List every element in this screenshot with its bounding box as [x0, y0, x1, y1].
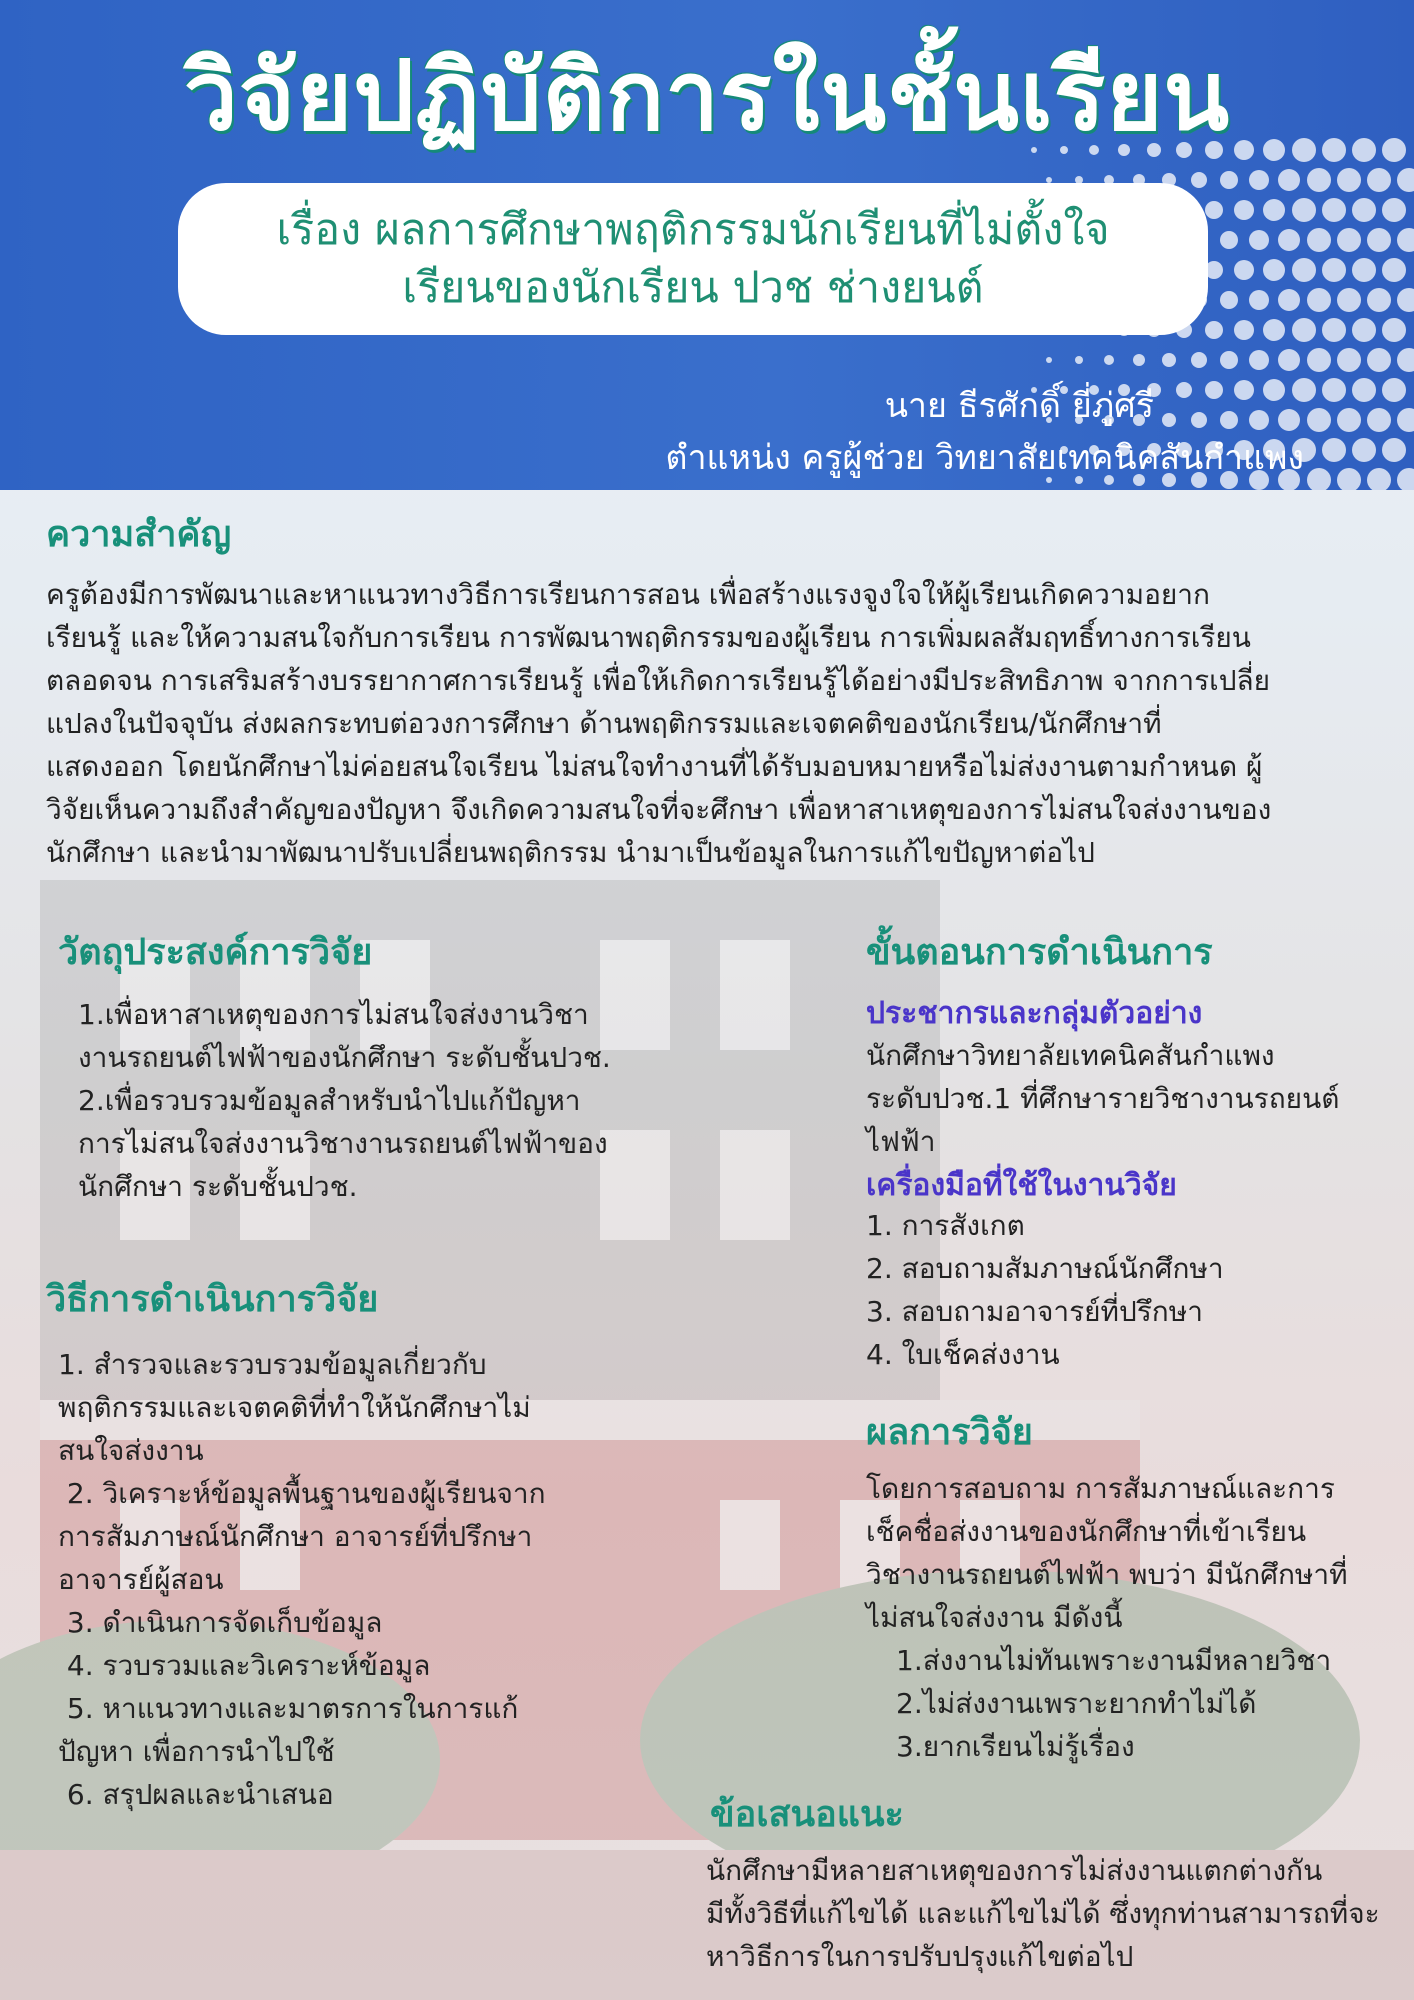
author-name: นาย ธีรศักดิ์ ยี่ภู่ศรี	[884, 386, 1154, 426]
topic-line-2: เรียนของนักเรียน ปวช ช่างยนต์	[402, 263, 984, 313]
method-line: 6. สรุปผลและนำเสนอ	[58, 1778, 334, 1811]
result-item: 1.ส่งงานไม่ทันเพราะงานมีหลายวิชา	[896, 1644, 1332, 1677]
method-line: การสัมภาษณ์นักศึกษา อาจารย์ที่ปรึกษา	[58, 1520, 533, 1553]
result-item: 2.ไม่ส่งงานเพราะยากทำไม่ได้	[896, 1687, 1257, 1720]
results-line: วิชางานรถยนต์ไฟฟ้า พบว่า มีนักศึกษาที่	[866, 1558, 1348, 1591]
results-line: ไม่สนใจส่งงาน มีดังนี้	[866, 1601, 1123, 1634]
results-items	[896, 1639, 1396, 1768]
method-line: สนใจส่งงาน	[58, 1434, 204, 1467]
objectives-list	[78, 993, 678, 1208]
method-line: 4. รวบรวมและวิเคราะห์ข้อมูล	[58, 1649, 431, 1682]
result-item: 3.ยากเรียนไม่รู้เรื่อง	[896, 1730, 1135, 1763]
objectives-heading: วัตถุประสงค์การวิจัย	[58, 932, 373, 973]
method-line: 1. สำรวจและรวบรวมข้อมูลเกี่ยวกับ	[58, 1348, 487, 1381]
suggestion-line: มีทั้งวิธีที่แก้ไขได้ และแก้ไขไม่ได้ ซึ่งทุกท่านสามารถที่จะ	[706, 1897, 1380, 1930]
results-line: โดยการสอบถาม การสัมภาษณ์และการ	[866, 1472, 1335, 1505]
importance-line: ครูต้องมีการพัฒนาและหาแนวทางวิธีการเรียนการสอน เพื่อสร้างแรงจูงใจให้ผู้เรียนเกิดความอยาก	[46, 578, 1210, 611]
suggestions-heading: ข้อเสนอแนะ	[710, 1794, 904, 1835]
method-line: 2. วิเคราะห์ข้อมูลพื้นฐานของผู้เรียนจาก	[58, 1477, 546, 1510]
population-line: นักศึกษาวิทยาลัยเทคนิคสันกำแพง	[866, 1039, 1275, 1072]
importance-line: แสดงออก โดยนักศึกษาไม่ค่อยสนใจเรียน ไม่สนใจทำงานที่ได้รับมอบหมายหรือไม่ส่งงานตามกำหนด ผู้	[46, 750, 1263, 783]
methods-heading: วิธีการดำเนินการวิจัย	[46, 1279, 379, 1320]
results-line: เช็คชื่อส่งงานของนักศึกษาที่เข้าเรียน	[866, 1515, 1307, 1548]
method-line: 5. หาแนวทางและมาตรการในการแก้	[58, 1692, 519, 1725]
importance-paragraph	[46, 573, 1396, 874]
tool-item: 3. สอบถามอาจารย์ที่ปรึกษา	[866, 1295, 1203, 1328]
tool-item: 4. ใบเช็คส่งงาน	[866, 1338, 1060, 1371]
suggestion-line: นักศึกษามีหลายสาเหตุของการไม่ส่งงานแตกต่างกัน	[706, 1854, 1323, 1887]
suggestions-text	[706, 1849, 1406, 1978]
topic-line-1: เรื่อง ผลการศึกษาพฤติกรรมนักเรียนที่ไม่ตั้งใจ	[276, 205, 1110, 255]
tool-item: 2. สอบถามสัมภาษณ์นักศึกษา	[866, 1252, 1224, 1285]
objective-line: งานรถยนต์ไฟฟ้าของนักศึกษา ระดับชั้นปวช.	[78, 1041, 611, 1074]
importance-line: วิจัยเห็นความถึงสำคัญของปัญหา จึงเกิดความสนใจที่จะศึกษา เพื่อหาสาเหตุของการไม่สนใจส่งงานของ	[46, 793, 1272, 826]
method-line: ปัญหา เพื่อการนำไปใช้	[58, 1735, 335, 1768]
objective-line: 2.เพื่อรวบรวมข้อมูลสำหรับนำไปแก้ปัญหา	[78, 1084, 581, 1117]
topic-box	[178, 183, 1208, 335]
objective-line: การไม่สนใจส่งงานวิชางานรถยนต์ไฟฟ้าของ	[78, 1127, 608, 1160]
procedure-heading: ขั้นตอนการดำเนินการ	[866, 932, 1213, 973]
importance-line: เรียนรู้ และให้ความสนใจกับการเรียน การพัฒนาพฤติกรรมของผู้เรียน การเพิ่มผลสัมฤทธิ์ทางการเรียน	[46, 621, 1251, 654]
author-position: ตำแหน่ง ครูผู้ช่วย วิทยาลัยเทคนิคสันกำแพง	[665, 438, 1304, 478]
importance-line: ตลอดจน การเสริมสร้างบรรยากาศการเรียนรู้ เพื่อให้เกิดการเรียนรู้ได้อย่างมีประสิทธิภาพ จากการเปลี่ย	[46, 664, 1271, 697]
header-banner	[0, 0, 1414, 490]
population-text	[866, 1034, 1406, 1163]
methods-list	[58, 1343, 658, 1816]
importance-line: แปลงในปัจจุบัน ส่งผลกระทบต่อวงการศึกษา ด้านพฤติกรรมและเจตคติของนักเรียน/นักศึกษาที่	[46, 707, 1162, 740]
population-line: ระดับปวช.1 ที่ศึกษารายวิชางานรถยนต์	[866, 1082, 1340, 1115]
tools-heading: เครื่องมือที่ใช้ในงานวิจัย	[866, 1168, 1177, 1203]
population-heading: ประชากรและกลุ่มตัวอย่าง	[866, 996, 1203, 1031]
importance-heading: ความสำคัญ	[46, 514, 232, 555]
method-line: 3. ดำเนินการจัดเก็บข้อมูล	[58, 1606, 383, 1639]
tools-list	[866, 1204, 1406, 1376]
method-line: พฤติกรรมและเจตคติที่ทำให้นักศึกษาไม่	[58, 1391, 531, 1424]
author-block	[665, 380, 1304, 484]
poster-title: วิจัยปฏิบัติการในชั้นเรียน	[183, 40, 1231, 152]
results-heading: ผลการวิจัย	[866, 1412, 1033, 1453]
objective-line: 1.เพื่อหาสาเหตุของการไม่สนใจส่งงานวิชา	[78, 998, 589, 1031]
results-text	[866, 1467, 1406, 1639]
suggestion-line: หาวิธีการในการปรับปรุงแก้ไขต่อไป	[706, 1940, 1134, 1973]
importance-line: นักศึกษา และนำมาพัฒนาปรับเปลี่ยนพฤติกรรม นำมาเป็นข้อมูลในการแก้ไขปัญหาต่อไป	[46, 836, 1095, 869]
population-line: ไฟฟ้า	[866, 1125, 936, 1158]
tool-item: 1. การสังเกต	[866, 1209, 1025, 1242]
objective-line: นักศึกษา ระดับชั้นปวช.	[78, 1170, 358, 1203]
method-line: อาจารย์ผู้สอน	[58, 1563, 224, 1596]
